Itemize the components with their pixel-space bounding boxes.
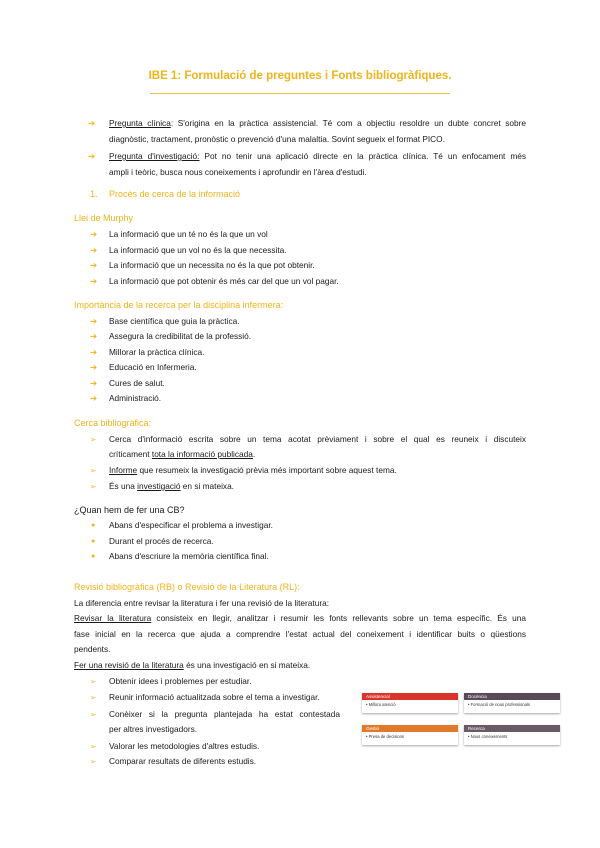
cerca-item3: És una investigació en si mateixa. [109,481,234,491]
list-item: Conèixer si la pregunta plantejada ha estat contestada [109,709,340,719]
diagram-box-body: • Nous coneixements [468,734,508,739]
list-item-continuation: per altres investigadors. [109,724,198,734]
triangle-bullet-icon: ➢ [90,677,97,686]
diagram-box-title: Assistencial [366,694,390,699]
intro-investigacio-line1: Pregunta d'investigació: Pot no tenir una aplicació directe en la pràctica clínica. Té un enfocament més [109,151,526,161]
diagram-box-assistencial [362,693,458,713]
list-item: Assegura la credibilitat de la professió. [109,331,252,341]
page-title: IBE 1: Formulació de preguntes i Fonts bibliogràfiques. [148,70,452,82]
section-title: Procés de cerca de la informació [109,189,241,199]
triangle-bullet-icon: ➢ [90,482,97,491]
intro-investigacio-line2: ampli i teòric, busca nous coneixements i aprofundir en l'àrea d'estudi. [109,167,367,177]
revisio-p1-line2: fase inicial en la recerca que ajuda a comprendre l'estat actual del coneixement i identificar buits o qüestions [74,629,526,639]
arrow-icon: ➔ [88,151,96,161]
arrow-icon: ➔ [90,362,98,372]
intro-clinica-line1: Pregunta clínica: S'origina en la pràctica assistencial. Té com a objectiu resoldre un dubte concret sobre [109,118,526,128]
diagram-box-header [464,693,560,700]
cerca-heading: Cerca bibliogràfica: [74,418,152,428]
importancia-heading: Importància de la recerca per la disciplina infermera: [74,300,284,310]
list-item: La informació que un vol no és la que necessita. [109,245,287,255]
arrow-icon: ➔ [90,331,98,341]
triangle-bullet-icon: ➢ [90,693,97,702]
cerca-item1-line2: críticament tota la informació publicada. [109,449,256,459]
list-item: Abans d'escriure la memòria científica final. [109,551,269,561]
diagram-box-header [362,693,458,700]
list-item: Abans d'especificar el problema a investigar. [109,520,273,530]
list-item: Comparar resultats de diferents estudis. [109,756,257,766]
diagram-box-title: Recerca [468,726,485,731]
diagram-box-gestio [362,725,458,745]
arrow-icon: ➔ [90,276,98,286]
triangle-bullet-icon: ➢ [90,435,97,444]
diagram-box-body: • Millora atenció [366,702,396,707]
bullet-dot-icon: ● [91,538,96,545]
revisio-subheading: La diferencia entre revisar la literatura i fer una revisió de la literatura: [74,598,330,608]
triangle-bullet-icon: ➢ [90,742,97,751]
arrow-icon: ➔ [90,347,98,357]
list-item: Base científica que guia la pràctica. [109,316,240,326]
list-item: Durant el procés de recerca. [109,536,214,546]
list-item: Valorar les metodologies d'altres estudis. [109,741,260,751]
list-item: Obtenir idees i problemes per estudiar. [109,676,252,686]
list-item: Cures de salut. [109,378,165,388]
revisio-p1-line3: pendents. [74,644,111,654]
revisio-p2: Fer una revisió de la literatura és una investigació en si mateixa. [74,660,311,670]
triangle-bullet-icon: ➢ [90,466,97,475]
list-item: Millorar la pràctica clínica. [109,347,205,357]
bullet-dot-icon: ● [91,522,96,529]
section-number: 1. [90,189,98,199]
intro-clinica-line2: diagnòstic, tractament, pronòstic o prevenció d'una malaltia. Sovint segueix el format PICO. [109,134,445,144]
arrow-icon: ➔ [90,245,98,255]
diagram-box-body: • Formació de nous professionals [468,702,530,707]
diagram-box-header [464,725,560,732]
diagram-box-recerca [464,725,560,745]
list-item: La informació que un necessita no és la que pot obtenir. [109,260,315,270]
arrow-icon: ➔ [90,378,98,388]
triangle-bullet-icon: ➢ [90,710,97,719]
list-item: La informació que un té no és la que un vol [109,229,268,239]
diagram-box-docencia [464,693,560,713]
arrow-icon: ➔ [90,260,98,270]
list-item: Educació en Infermeria. [109,362,197,372]
diagram-box-body: • Presa de decisions [366,734,405,739]
arrow-icon: ➔ [90,393,98,403]
diagram-box-title: Docència [468,694,487,699]
diagram-box-header [362,725,458,732]
revisio-p1-line1: Revisar la literatura consisteix en llegir, analitzar i resumir les fonts rellevants sobre un tema específic. És una [74,613,526,623]
arrow-icon: ➔ [90,229,98,239]
diagram-box-title: Gestió [366,726,380,731]
list-item: Administració. [109,393,162,403]
arrow-icon: ➔ [90,316,98,326]
murphy-heading: Llei de Murphy [74,213,134,223]
bullet-dot-icon: ● [91,553,96,560]
cerca-item1-line1: Cerca d'informació escrita sobre un tema acotat prèviament i sobre el qual es reuneix i discuteix [109,434,526,444]
title-underline [150,93,450,94]
arrow-icon: ➔ [88,118,96,128]
list-item: Reunir informació actualitzada sobre el tema a investigar. [109,692,320,702]
triangle-bullet-icon: ➢ [90,757,97,766]
list-item: La informació que pot obtenir és més car del que un vol pagar. [109,276,339,286]
cerca-item2: Informe que resumeix la investigació prèvia més important sobre aquest tema. [109,465,397,475]
revisio-heading: Revisió bibliogràfica (RB) o Revisió de la Literatura (RL): [74,582,300,592]
quan-heading: ¿Quan hem de fer una CB? [74,505,185,515]
